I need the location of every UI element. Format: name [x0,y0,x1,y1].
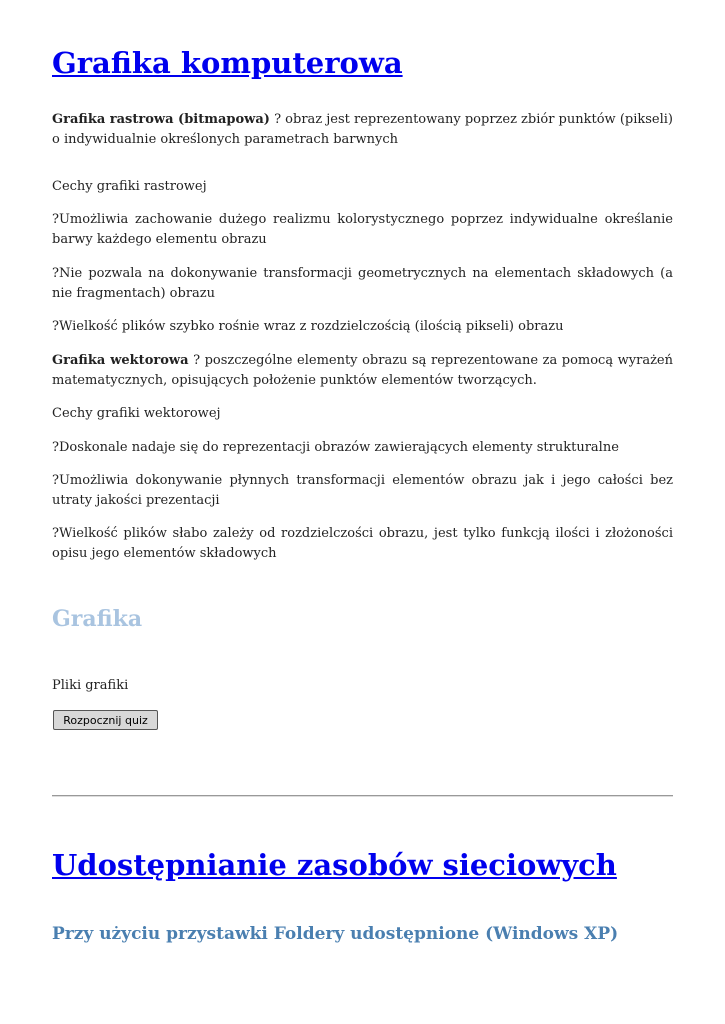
vector-feature-3: ?Wielkość plików słabo zależy od rozdzielczości obrazu, jest tylko funkcją ilości i złożoności opisu jego elementów składowych [52,526,673,561]
raster-feature-2: ?Nie pozwala na dokonywanie transformacji geometrycznych na elementach składowych (a nie fragmentach) obrazu [52,266,673,301]
start-quiz-button[interactable]: Rozpocznij quiz [53,710,158,730]
section-divider [52,795,673,797]
vector-features-heading: Cechy grafiki wektorowej [52,406,221,421]
raster-definition-paragraph [52,110,673,150]
raster-feature-1: ?Umożliwia zachowanie dużego realizmu kolorystycznego poprzez indywidualne określanie barwy każdego elementu obrazu [52,212,673,247]
raster-feature-3: ?Wielkość plików szybko rośnie wraz z rozdzielczością (ilością pikseli) obrazu [52,319,564,334]
vector-definition-paragraph [52,351,673,391]
section-title-udostepnianie[interactable]: Udostępnianie zasobów sieciowych [52,848,617,882]
quiz-label: Pliki grafiki [52,678,129,693]
vector-feature-2: ?Umożliwia dokonywanie płynnych transformacji elementów obrazu jak i jego całości bez utraty jakości prezentacji [52,473,673,508]
raster-definition-text: ? obraz jest reprezentowany poprzez zbiór punktów (pikseli) o indywidualnie określonych parametrach barwnych [52,112,673,147]
vector-feature-1: ?Doskonale nadaje się do reprezentacji obrazów zawierających elementy strukturalne [52,440,619,455]
section-title-grafika-komputerowa[interactable]: Grafika komputerowa [52,46,403,80]
raster-features-heading: Cechy grafiki rastrowej [52,179,207,194]
quiz-heading: Grafika [52,606,143,632]
vector-definition-text: ? poszczególne elementy obrazu są reprezentowane za pomocą wyrażeń matematycznych, opisujących położenie punktów elementów tworzących. [52,353,674,388]
section-subtitle-foldery-udostepnione: Przy użyciu przystawki Foldery udostępnione (Windows XP) [52,924,619,944]
raster-term: Grafika rastrowa (bitmapowa) [52,112,270,127]
vector-term: Grafika wektorowa [52,353,189,368]
